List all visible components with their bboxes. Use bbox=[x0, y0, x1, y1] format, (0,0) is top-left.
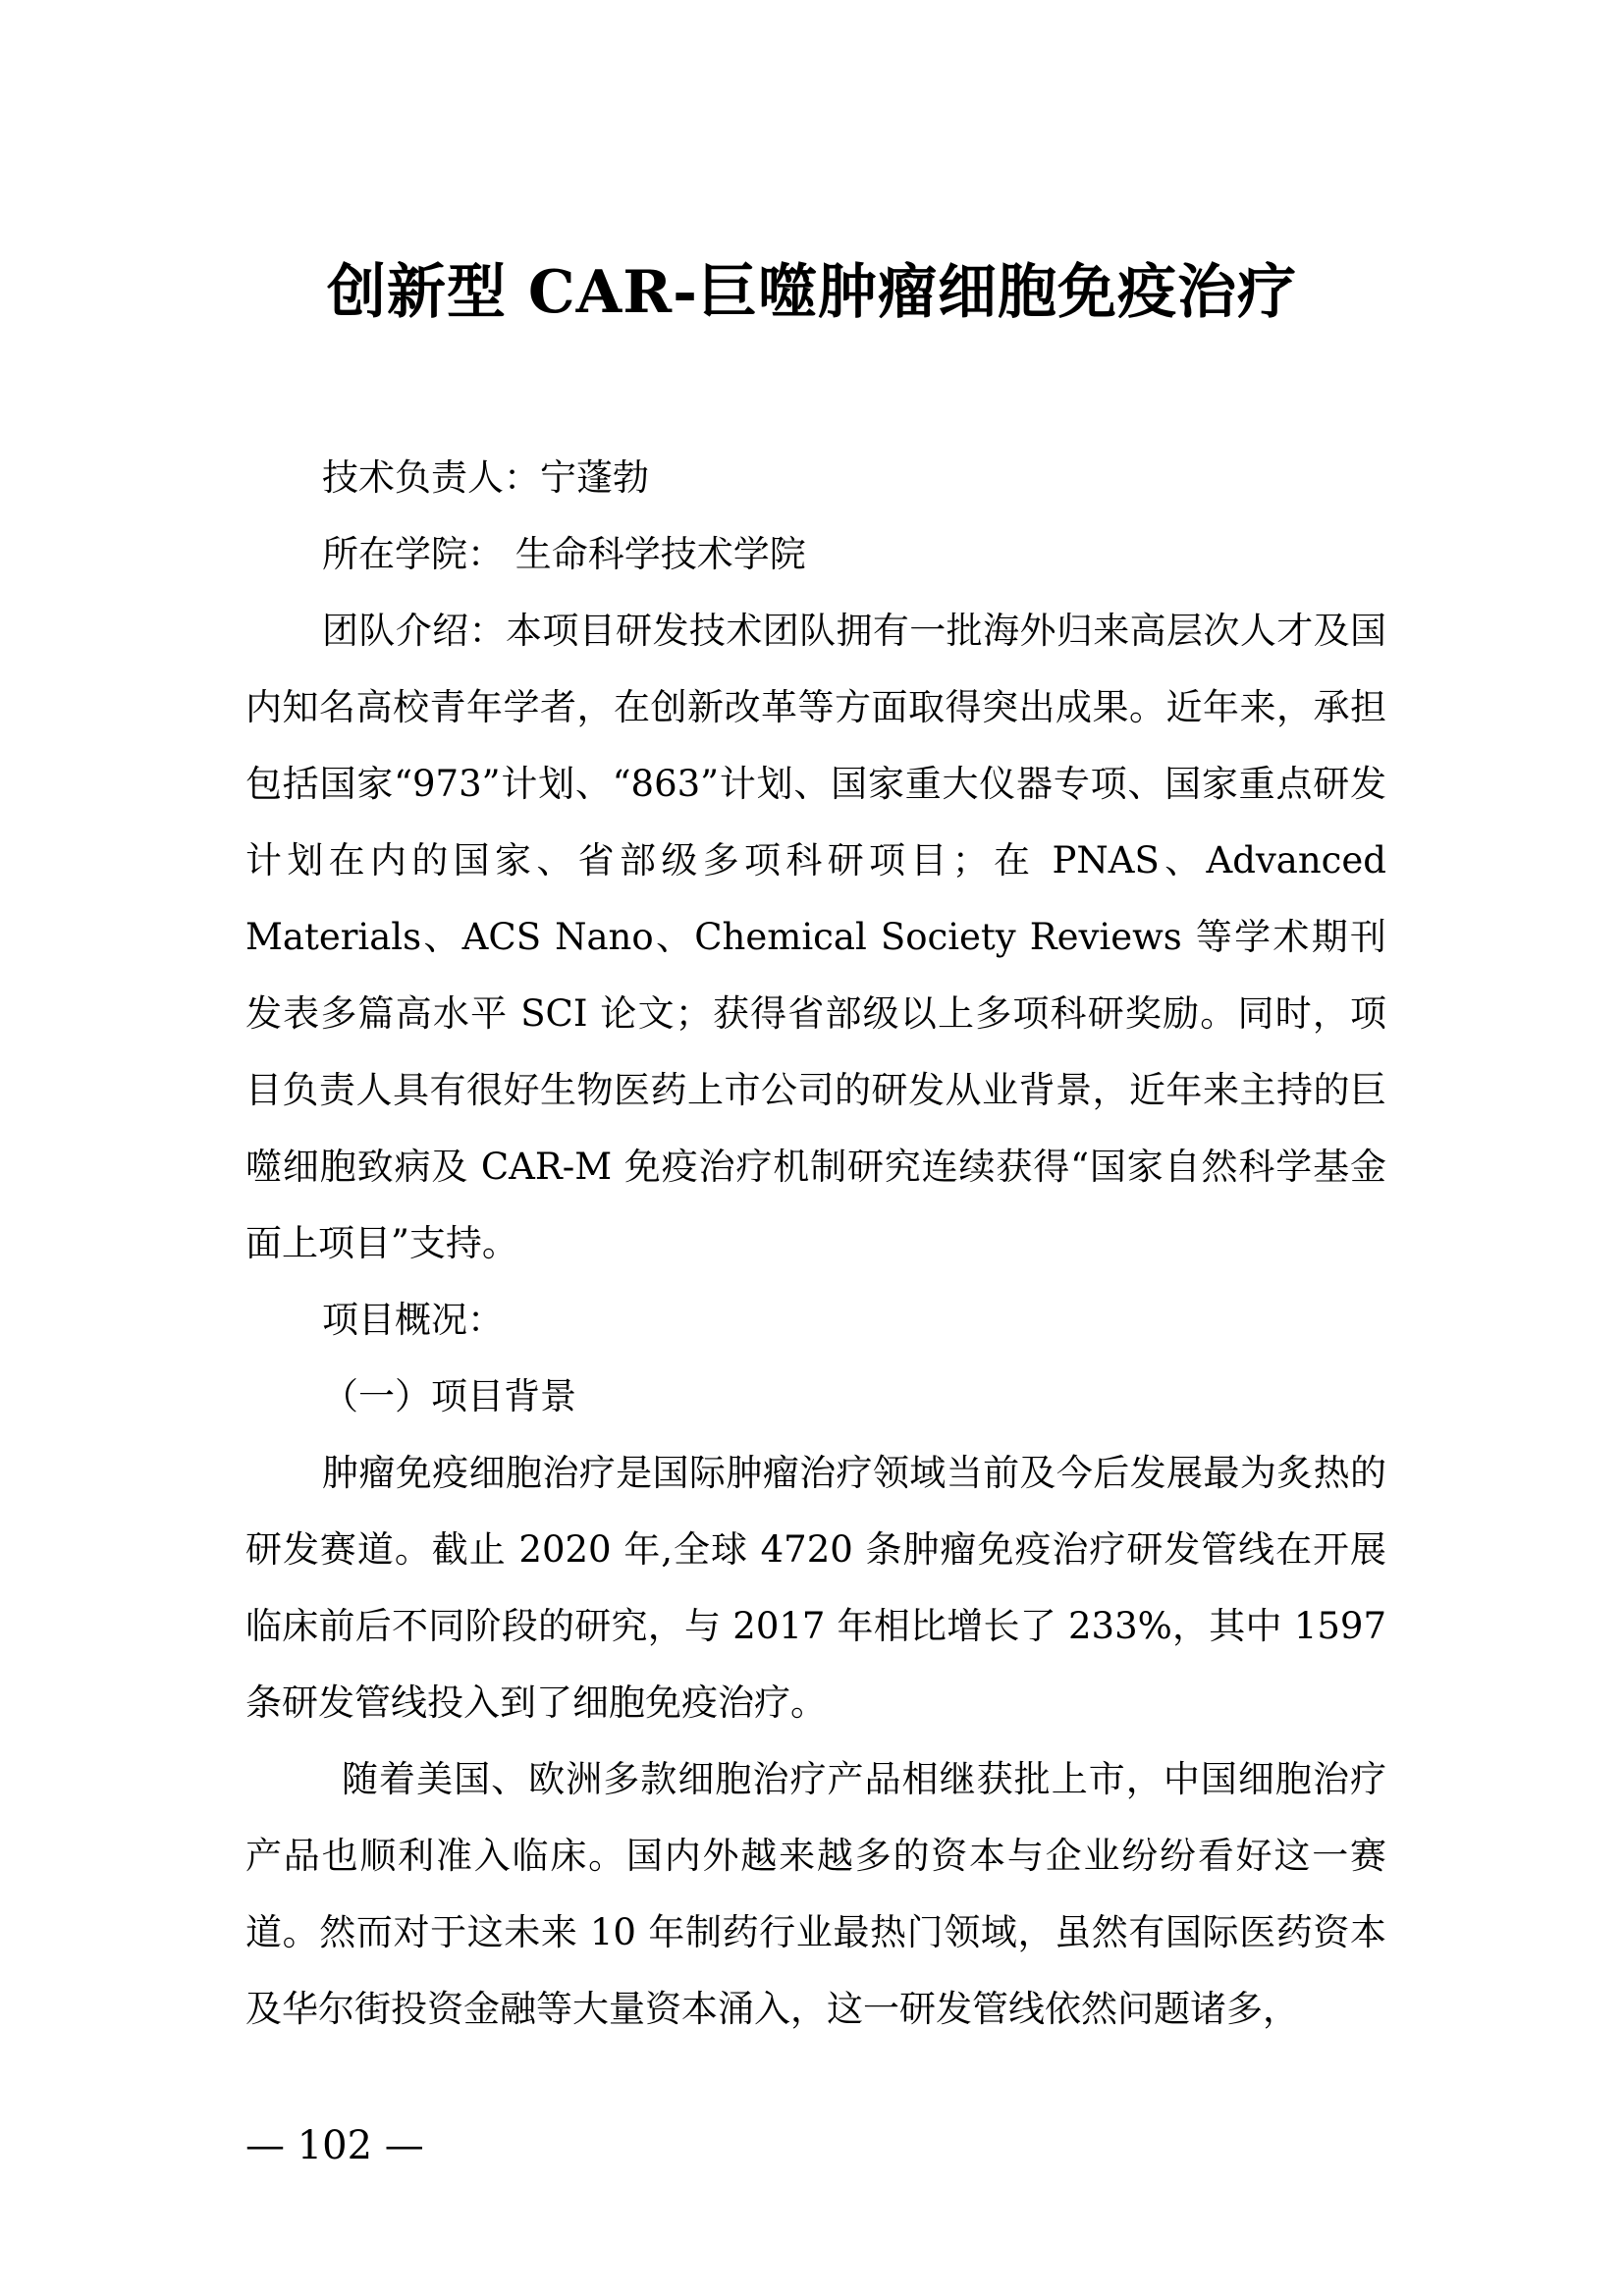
background-paragraph-1: 肿瘤免疫细胞治疗是国际肿瘤治疗领域当前及今后发展最为炙热的研发赛道。截止 2020 年,全球 4720 条肿瘤免疫治疗研发管线在开展临床前后不同阶段的研究，与 2017 年相比增长了 233%，其中 1597 条研发管线投入到了细胞免疫治疗。 bbox=[245, 1452, 1386, 1724]
technical-lead-line: 技术负责人：宁蓬勃 bbox=[322, 456, 649, 499]
project-overview-heading: 项目概况： bbox=[322, 1299, 504, 1341]
page-number: — 102 — bbox=[245, 2123, 424, 2168]
background-paragraph-2: 随着美国、欧洲多款细胞治疗产品相继获批上市，中国细胞治疗产品也顺利准入临床。国内外越来越多的资本与企业纷纷看好这一赛道。然而对于这未来 10 年制药行业最热门领域，虽然有国际医药资本及华尔街投资金融等大量资本涌入，这一研发管线依然问题诸多， bbox=[245, 1758, 1386, 2030]
college-line: 所在学院： 生命科学技术学院 bbox=[322, 533, 806, 575]
team-intro-paragraph: 团队介绍：本项目研发技术团队拥有一批海外归来高层次人才及国内知名高校青年学者，在创新改革等方面取得突出成果。近年来，承担包括国家“973”计划、“863”计划、国家重大仪器专项、国家重点研发计划在内的国家、省部级多项科研项目；在 PNAS、Advanced Materials、ACS Nano、Chemical Society Reviews 等学术期刊发表多篇高水平 SCI 论文；获得省部级以上多项科研奖励。同时，项目负责人具有很好生物医药上市公司的研发从业背景，近年来主持的巨噬细胞致病及 CAR-M 免疫治疗机制研究连续获得“国家自然科学基金面上项目”支持。 bbox=[245, 610, 1386, 1264]
document-body bbox=[245, 440, 1386, 2048]
project-background-heading: （一）项目背景 bbox=[322, 1375, 576, 1417]
document-title: 创新型 CAR-巨噬肿瘤细胞免疫治疗 bbox=[327, 258, 1297, 328]
